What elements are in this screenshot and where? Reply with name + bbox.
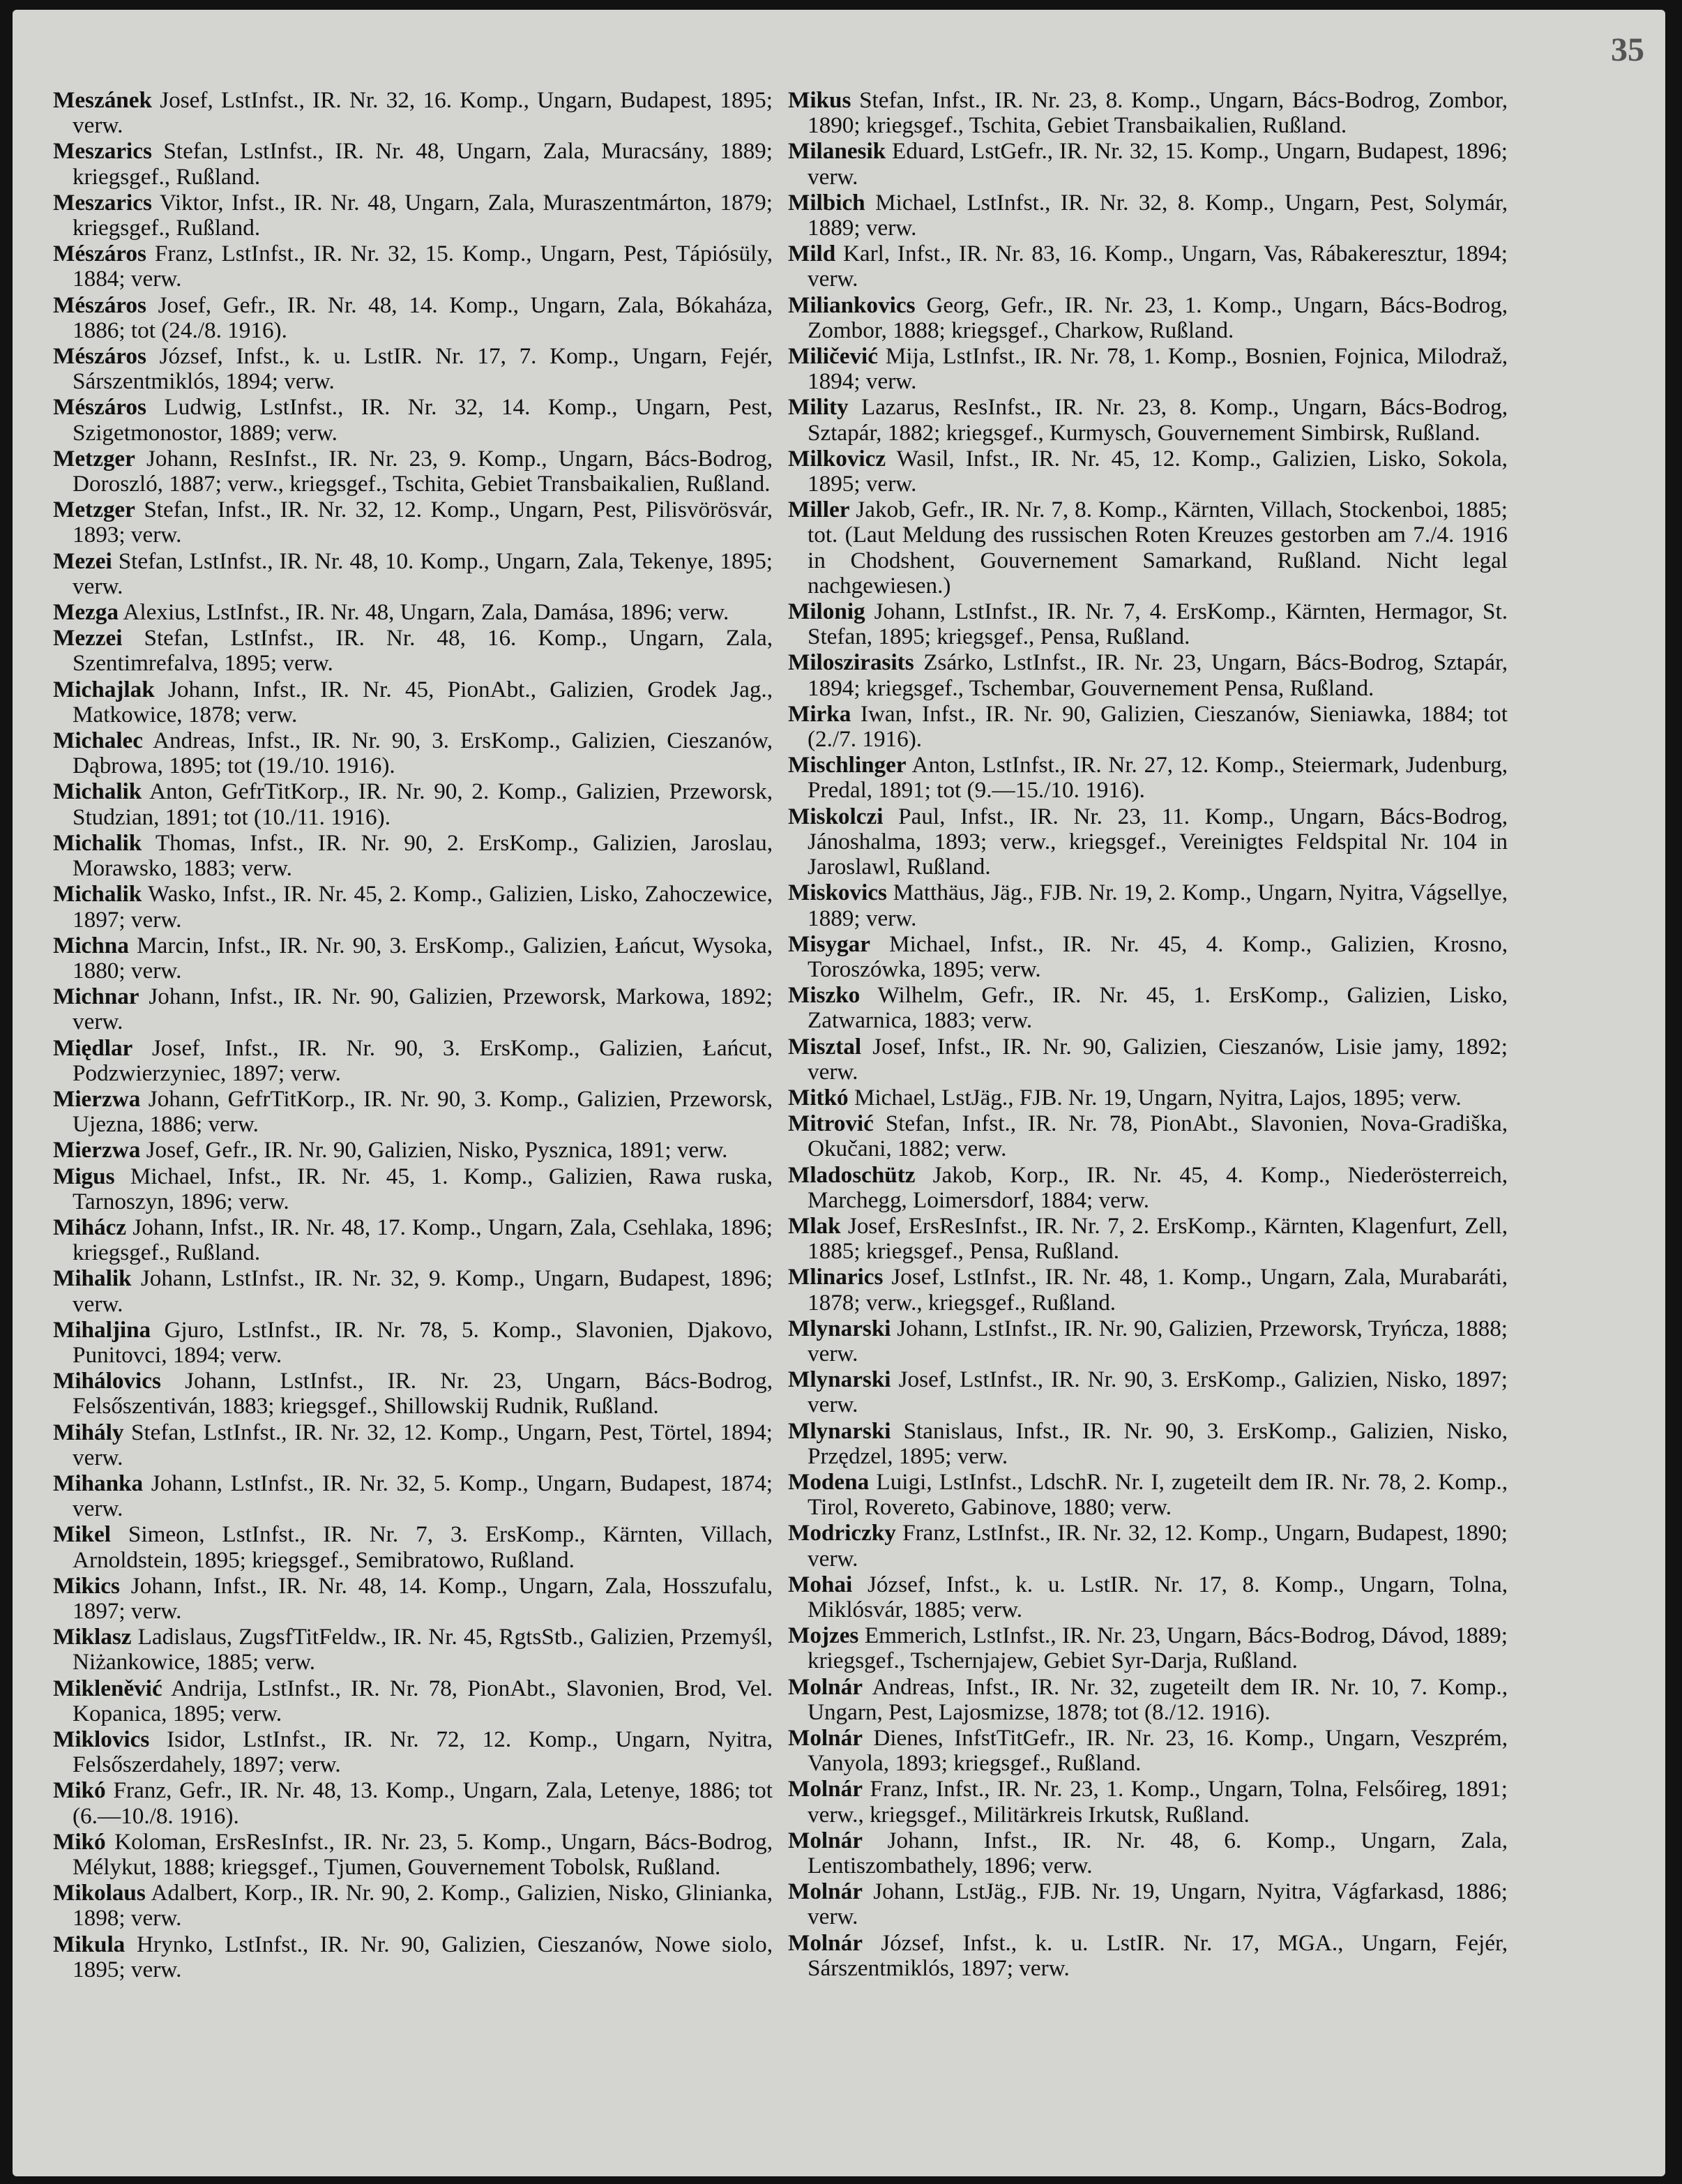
entry-details: Viktor, Infst., IR. Nr. 48, Ungarn, Zala, Muraszentmárton, 1879; kriegsgef., Rußland.: [73, 189, 773, 241]
entry-surname: Mikolaus: [53, 1880, 146, 1906]
entry-details: Alexius, LstInfst., IR. Nr. 48, Ungarn, Zala, Damása, 1896; verw.: [123, 599, 729, 626]
casualty-entry: [53, 626, 773, 676]
entry-surname: Mild: [788, 241, 836, 267]
casualty-entry: [53, 1676, 773, 1726]
casualty-entry: [788, 446, 1508, 497]
casualty-entry: [53, 1164, 773, 1214]
casualty-entry: [788, 1085, 1508, 1110]
entry-details: Stefan, LstInfst., IR. Nr. 48, 16. Komp., Ungarn, Zala, Szentimrefalva, 1895; verw.: [73, 625, 773, 677]
entry-details: Josef, Infst., IR. Nr. 90, 3. ErsKomp., Galizien, Łańcut, Podzwierzyniec, 1897; verw.: [73, 1034, 773, 1086]
entry-surname: Mility: [788, 394, 849, 421]
entry-details: Johann, LstInfst., IR. Nr. 32, 5. Komp., Ungarn, Budapest, 1874; verw.: [73, 1470, 773, 1522]
entry-details: Franz, Gefr., IR. Nr. 48, 13. Komp., Ungarn, Zala, Letenye, 1886; tot (6.—10./8. 1916).: [73, 1777, 773, 1829]
casualty-entry: [788, 804, 1508, 880]
entry-details: Johann, GefrTitKorp., IR. Nr. 90, 3. Komp., Galizien, Przeworsk, Ujezna, 1886; verw.: [73, 1085, 773, 1138]
entry-surname: Molnár: [788, 1776, 863, 1802]
entry-surname: Molnár: [788, 1725, 863, 1751]
entry-surname: Michnar: [53, 984, 139, 1010]
entry-surname: Michalik: [53, 829, 142, 856]
casualty-entry: [788, 1931, 1508, 1981]
entry-surname: Mikula: [53, 1931, 126, 1957]
casualty-entry: [53, 88, 773, 138]
casualty-entry: [788, 1623, 1508, 1673]
entry-surname: Molnár: [788, 1827, 863, 1853]
entry-details: Lazarus, ResInfst., IR. Nr. 23, 8. Komp., Ungarn, Bács-Bodrog, Sztapár, 1882; kriegsgef., Kurmysch, Gouvernement Simbirsk, Rußland.: [808, 394, 1508, 446]
casualty-entry: [53, 344, 773, 394]
casualty-entry: [53, 882, 773, 932]
entry-details: József, Infst., k. u. LstIR. Nr. 17, MGA., Ungarn, Fejér, Sárszentmiklós, 1897; verw.: [808, 1929, 1508, 1981]
entry-surname: Mikó: [53, 1777, 106, 1804]
casualty-entry: [53, 1036, 773, 1086]
casualty-entry: [53, 446, 773, 497]
entry-surname: Migus: [53, 1163, 115, 1189]
casualty-entry: [788, 753, 1508, 803]
entry-details: Johann, LstInfst., IR. Nr. 23, Ungarn, Bács-Bodrog, Felsőszentiván, 1883; kriegsgef., Shillowskij Rudnik, Rußland.: [73, 1368, 773, 1419]
casualty-entry: [788, 1163, 1508, 1213]
casualty-entry: [53, 1369, 773, 1419]
entry-details: Stefan, Infst., IR. Nr. 32, 12. Komp., Ungarn, Pest, Pilisvörösvár, 1893; verw.: [73, 497, 773, 548]
entry-details: Wasko, Infst., IR. Nr. 45, 2. Komp., Galizien, Lisko, Zahoczewice, 1897; verw.: [73, 881, 773, 933]
entry-surname: Meszarics: [53, 189, 152, 216]
entry-surname: Mezga: [53, 599, 119, 626]
entry-details: Emmerich, LstInfst., IR. Nr. 23, Ungarn, Bács-Bodrog, Dávod, 1889; kriegsgef., Tschernjajew, Gebiet Syr-Darja, Rußland.: [808, 1622, 1508, 1674]
entry-details: Michael, LstInfst., IR. Nr. 32, 8. Komp., Ungarn, Pest, Solymár, 1889; verw.: [808, 189, 1508, 241]
casualty-entry: [53, 241, 773, 292]
entry-details: Karl, Infst., IR. Nr. 83, 16. Komp., Ungarn, Vas, Rábakeresztur, 1894; verw.: [808, 241, 1508, 292]
entry-surname: Mikus: [788, 87, 851, 113]
entry-details: Johann, LstJäg., FJB. Nr. 19, Ungarn, Nyitra, Vágfarkasd, 1886; verw.: [808, 1878, 1508, 1930]
casualty-entry: [53, 293, 773, 343]
casualty-entry: [788, 1214, 1508, 1264]
casualty-entry: [788, 1777, 1508, 1827]
entry-details: Johann, Infst., IR. Nr. 48, 6. Komp., Ungarn, Zala, Lentiszombathely, 1896; verw.: [808, 1827, 1508, 1879]
entry-surname: Mihalik: [53, 1265, 132, 1292]
entry-details: Josef, ErsResInfst., IR. Nr. 7, 2. ErsKomp., Kärnten, Klagenfurt, Zell, 1885; kriegsgef., Pensa, Rußland.: [808, 1212, 1508, 1265]
entry-details: Stefan, Infst., IR. Nr. 23, 8. Komp., Ungarn, Bács-Bodrog, Zombor, 1890; kriegsgef., Tschita, Gebiet Transbaikalien, Rußland.: [808, 87, 1508, 139]
casualty-entry: [788, 983, 1508, 1033]
entry-surname: Mlak: [788, 1212, 841, 1239]
casualty-entry: [53, 190, 773, 241]
page-number: 35: [1611, 31, 1644, 68]
casualty-entry: [53, 139, 773, 189]
entry-surname: Mihaljina: [53, 1316, 151, 1343]
entry-surname: Michalik: [53, 881, 142, 908]
entry-surname: Mlinarics: [788, 1264, 884, 1290]
casualty-entry: [788, 1265, 1508, 1315]
casualty-entry: [53, 1138, 773, 1163]
entry-details: Josef, Gefr., IR. Nr. 90, Galizien, Nisko, Pysznica, 1891; verw.: [146, 1137, 728, 1163]
entry-surname: Mikó: [53, 1828, 106, 1855]
entry-details: Johann, Infst., IR. Nr. 90, Galizien, Przeworsk, Markowa, 1892; verw.: [73, 984, 773, 1035]
casualty-entry: [53, 497, 773, 548]
entry-surname: Michna: [53, 932, 129, 958]
entry-details: Andreas, Infst., IR. Nr. 32, zugeteilt dem IR. Nr. 10, 7. Komp., Ungarn, Pest, Lajosmizse, 1878; tot (8./12. 1916).: [808, 1673, 1508, 1725]
casualty-entry: [53, 1471, 773, 1521]
casualty-entry: [53, 1087, 773, 1137]
entry-details: Michael, Infst., IR. Nr. 45, 4. Komp., Galizien, Krosno, Toroszówka, 1895; verw.: [808, 931, 1508, 982]
entry-details: Anton, LstInfst., IR. Nr. 27, 12. Komp., Steiermark, Judenburg, Predal, 1891; tot (9.—15./10. 1916).: [808, 752, 1508, 804]
casualty-entry: [788, 241, 1508, 292]
right-column: [788, 88, 1508, 1982]
casualty-entry: [53, 1215, 773, 1265]
casualty-entry: [53, 984, 773, 1034]
entry-details: József, Infst., k. u. LstIR. Nr. 17, 7. Komp., Ungarn, Fejér, Sárszentmiklós, 1894; verw.: [73, 343, 773, 395]
entry-details: Franz, LstInfst., IR. Nr. 32, 15. Komp., Ungarn, Pest, Tápiósüly, 1884; verw.: [73, 241, 773, 292]
entry-details: Stanislaus, Infst., IR. Nr. 90, 3. ErsKomp., Galizien, Nisko, Przędzel, 1895; verw.: [808, 1417, 1508, 1469]
entry-surname: Mikleněvić: [53, 1675, 162, 1701]
entry-surname: Mihály: [53, 1419, 124, 1445]
entry-details: Johann, LstInfst., IR. Nr. 7, 4. ErsKomp., Kärnten, Hermagor, St. Stefan, 1895; kriegsgef., Pensa, Rußland.: [808, 598, 1508, 650]
entry-details: Josef, Gefr., IR. Nr. 48, 14. Komp., Ungarn, Zala, Bókaháza, 1886; tot (24./8. 1916).: [73, 292, 773, 343]
entry-details: Thomas, Infst., IR. Nr. 90, 2. ErsKomp., Galizien, Jaroslau, Morawsko, 1883; verw.: [73, 829, 773, 882]
casualty-entry: [53, 1727, 773, 1777]
casualty-entry: [788, 1034, 1508, 1085]
entry-surname: Mitkó: [788, 1084, 849, 1110]
document-page: [13, 10, 1665, 2176]
entry-details: Franz, Infst., IR. Nr. 23, 1. Komp., Ungarn, Tolna, Felsőireg, 1891; verw., kriegsgef., Militärkreis Irkutsk, Rußland.: [808, 1776, 1508, 1828]
casualty-entry: [788, 190, 1508, 241]
entry-surname: Miklasz: [53, 1624, 132, 1650]
entry-surname: Mierzwa: [53, 1085, 141, 1112]
entry-surname: Mikel: [53, 1521, 111, 1548]
entry-details: Josef, Infst., IR. Nr. 90, Galizien, Cieszanów, Lisie jamy, 1892; verw.: [808, 1033, 1508, 1085]
entry-details: Hrynko, LstInfst., IR. Nr. 90, Galizien, Cieszanów, Nowe siolo, 1895; verw.: [73, 1931, 773, 1982]
casualty-entry: [788, 880, 1508, 931]
casualty-entry: [53, 677, 773, 728]
entry-surname: Miličević: [788, 343, 878, 370]
entry-surname: Misztal: [788, 1033, 862, 1060]
entry-details: Marcin, Infst., IR. Nr. 90, 3. ErsKomp., Galizien, Łańcut, Wysoka, 1880; verw.: [73, 932, 773, 984]
entry-surname: Metzger: [53, 497, 135, 523]
entry-surname: Milbich: [788, 189, 865, 216]
casualty-entry: [53, 728, 773, 778]
casualty-entry: [788, 139, 1508, 189]
entry-surname: Milonig: [788, 598, 865, 625]
entry-surname: Modena: [788, 1468, 870, 1495]
entry-details: Josef, LstInfst., IR. Nr. 90, 3. ErsKomp., Galizien, Nisko, 1897; verw.: [808, 1366, 1508, 1418]
entry-details: Josef, LstInfst., IR. Nr. 48, 1. Komp., Ungarn, Zala, Murabaráti, 1878; verw., kriegsgef., Rußland.: [808, 1264, 1508, 1316]
casualty-entry: [788, 88, 1508, 138]
entry-details: Georg, Gefr., IR. Nr. 23, 1. Komp., Ungarn, Bács-Bodrog, Zombor, 1888; kriegsgef., Charkow, Rußland.: [808, 292, 1508, 343]
entry-surname: Mihácz: [53, 1214, 127, 1240]
entry-surname: Mezzei: [53, 625, 123, 652]
entry-surname: Mihálovics: [53, 1368, 161, 1394]
casualty-entry: [788, 1367, 1508, 1417]
casualty-entry: [53, 395, 773, 445]
casualty-entry: [788, 650, 1508, 700]
entry-details: Johann, Infst., IR. Nr. 48, 17. Komp., Ungarn, Zala, Csehlaka, 1896; kriegsgef., Rußland.: [73, 1214, 773, 1266]
casualty-entry: [788, 599, 1508, 649]
casualty-entry: [53, 1266, 773, 1316]
entry-details: Andrija, LstInfst., IR. Nr. 78, PionAbt., Slavonien, Brod, Vel. Kopanica, 1895; verw.: [73, 1675, 773, 1726]
casualty-entry: [53, 933, 773, 984]
entry-surname: Mezei: [53, 548, 112, 574]
casualty-entry: [53, 1625, 773, 1675]
entry-surname: Michalec: [53, 728, 144, 754]
entry-surname: Mlynarski: [788, 1417, 891, 1444]
entry-surname: Miller: [788, 497, 850, 523]
entry-details: Josef, LstInfst., IR. Nr. 32, 16. Komp., Ungarn, Budapest, 1895; verw.: [73, 87, 773, 139]
casualty-entry: [788, 1470, 1508, 1520]
entry-details: Jakob, Gefr., IR. Nr. 7, 8. Komp., Kärnten, Villach, Stockenboi, 1885; tot. (Laut Meldung des russischen Roten Kreuzes gestorben am 7./4. 1916 in Chodshent, Gouvernement Samarkand, Rußland. Nicht legal nachgewiesen.): [808, 497, 1508, 598]
casualty-entry: [788, 1828, 1508, 1878]
entry-details: Matthäus, Jäg., FJB. Nr. 19, 2. Komp., Ungarn, Nyitra, Vágsellye, 1889; verw.: [808, 880, 1508, 931]
entry-details: Johann, ResInfst., IR. Nr. 23, 9. Komp., Ungarn, Bács-Bodrog, Doroszló, 1887; verw., kriegsgef., Tschita, Gebiet Transbaikalien, Rußland.: [73, 445, 773, 497]
entry-surname: Mészáros: [53, 292, 146, 318]
entry-surname: Miklovics: [53, 1726, 150, 1752]
entry-details: Gjuro, LstInfst., IR. Nr. 78, 5. Komp., Slavonien, Djakovo, Punitovci, 1894; verw.: [73, 1316, 773, 1368]
entry-surname: Mirka: [788, 700, 851, 727]
entry-surname: Mierzwa: [53, 1137, 141, 1163]
casualty-entry: [788, 395, 1508, 445]
entry-details: Koloman, ErsResInfst., IR. Nr. 23, 5. Komp., Ungarn, Bács-Bodrog, Mélykut, 1888; kriegsgef., Tjumen, Gouvernement Tobolsk, Rußland.: [73, 1828, 773, 1881]
entry-surname: Modriczky: [788, 1520, 896, 1546]
entry-details: Stefan, LstInfst., IR. Nr. 32, 12. Komp., Ungarn, Pest, Törtel, 1894; verw.: [73, 1419, 773, 1470]
entry-surname: Miliankovics: [788, 292, 916, 318]
entry-surname: Mladoschütz: [788, 1161, 916, 1188]
entry-details: Stefan, LstInfst., IR. Nr. 48, Ungarn, Zala, Muracsány, 1889; kriegsgef., Rußland.: [73, 138, 773, 190]
entry-details: Adalbert, Korp., IR. Nr. 90, 2. Komp., Galizien, Nisko, Glinianka, 1898; verw.: [73, 1880, 773, 1931]
casualty-entry: [53, 1420, 773, 1470]
entry-surname: Mlynarski: [788, 1315, 891, 1341]
entry-surname: Mischlinger: [788, 752, 907, 778]
casualty-entry: [788, 497, 1508, 598]
casualty-entry: [788, 1316, 1508, 1366]
entry-surname: Międlar: [53, 1034, 133, 1061]
entry-surname: Molnár: [788, 1878, 863, 1905]
casualty-entry: [788, 1572, 1508, 1622]
entry-details: Stefan, LstInfst., IR. Nr. 48, 10. Komp., Ungarn, Zala, Tekenye, 1895; verw.: [73, 548, 773, 599]
entry-surname: Misygar: [788, 931, 870, 957]
casualty-entry: [53, 1318, 773, 1368]
casualty-entry: [53, 1522, 773, 1572]
entry-surname: Molnár: [788, 1929, 863, 1956]
entry-surname: Michalik: [53, 778, 142, 805]
entry-details: Eduard, LstGefr., IR. Nr. 32, 15. Komp., Ungarn, Budapest, 1896; verw.: [808, 138, 1508, 190]
entry-details: Isidor, LstInfst., IR. Nr. 72, 12. Komp., Ungarn, Nyitra, Felsőszerdahely, 1897; verw.: [73, 1726, 773, 1778]
casualty-entry: [53, 779, 773, 829]
entry-surname: Mlynarski: [788, 1366, 891, 1393]
entry-details: Michael, LstJäg., FJB. Nr. 19, Ungarn, Nyitra, Lajos, 1895; verw.: [854, 1084, 1462, 1110]
entry-details: Jakob, Korp., IR. Nr. 45, 4. Komp., Niederösterreich, Marchegg, Loimersdorf, 1884; verw.: [808, 1161, 1508, 1213]
casualty-entry: [788, 1111, 1508, 1161]
entry-details: Simeon, LstInfst., IR. Nr. 7, 3. ErsKomp., Kärnten, Villach, Arnoldstein, 1895; kriegsgef., Semibratowo, Rußland.: [73, 1521, 773, 1573]
entry-surname: Mészáros: [53, 394, 146, 421]
casualty-entry: [53, 1574, 773, 1624]
entry-surname: Michajlak: [53, 676, 155, 702]
entry-surname: Miloszirasits: [788, 649, 914, 676]
casualty-entry: [53, 831, 773, 881]
entry-surname: Miskolczi: [788, 803, 884, 829]
entry-details: Johann, LstInfst., IR. Nr. 32, 9. Komp., Ungarn, Budapest, 1896; verw.: [73, 1265, 773, 1317]
entry-details: Johann, Infst., IR. Nr. 48, 14. Komp., Ungarn, Zala, Hosszufalu, 1897; verw.: [73, 1572, 773, 1624]
casualty-entry: [53, 1830, 773, 1880]
casualty-entry: [788, 344, 1508, 394]
entry-surname: Milkovicz: [788, 445, 886, 472]
entry-details: Andreas, Infst., IR. Nr. 90, 3. ErsKomp., Galizien, Cieszanów, Dąbrowa, 1895; tot (19./10. 1916).: [73, 728, 773, 779]
entry-details: József, Infst., k. u. LstIR. Nr. 17, 8. Komp., Ungarn, Tolna, Miklósvár, 1885; verw.: [808, 1571, 1508, 1622]
entry-surname: Mohai: [788, 1571, 853, 1597]
entry-details: Ladislaus, ZugsfTitFeldw., IR. Nr. 45, RgtsStb., Galizien, Przemyśl, Niżankowice, 1885; verw.: [73, 1624, 773, 1675]
casualty-entry: [53, 1881, 773, 1931]
entry-details: Anton, GefrTitKorp., IR. Nr. 90, 2. Komp., Galizien, Przeworsk, Studzian, 1891; tot (10./11. 1916).: [73, 778, 773, 830]
casualty-entry: [788, 1521, 1508, 1571]
left-column: [53, 88, 773, 1983]
casualty-entry: [53, 1778, 773, 1828]
entry-details: Stefan, Infst., IR. Nr. 78, PionAbt., Slavonien, Nova-Gradiška, Okučani, 1882; verw.: [808, 1110, 1508, 1162]
entry-surname: Milanesik: [788, 138, 886, 165]
entry-surname: Miszko: [788, 982, 861, 1009]
entry-surname: Mojzes: [788, 1622, 859, 1649]
entry-details: Iwan, Infst., IR. Nr. 90, Galizien, Cieszanów, Sieniawka, 1884; tot (2./7. 1916).: [808, 700, 1508, 753]
casualty-entry: [788, 1879, 1508, 1929]
entry-details: Michael, Infst., IR. Nr. 45, 1. Komp., Galizien, Rawa ruska, Tarnoszyn, 1896; verw.: [73, 1163, 773, 1214]
entry-details: Zsárko, LstInfst., IR. Nr. 23, Ungarn, Bács-Bodrog, Sztapár, 1894; kriegsgef., Tschembar, Gouvernement Pensa, Rußland.: [808, 649, 1508, 701]
casualty-entry: [788, 1726, 1508, 1776]
casualty-entry: [788, 1419, 1508, 1469]
entry-surname: Mikics: [53, 1572, 120, 1599]
entry-details: Wasil, Infst., IR. Nr. 45, 12. Komp., Galizien, Lisko, Sokola, 1895; verw.: [808, 445, 1508, 497]
entry-details: Johann, LstInfst., IR. Nr. 90, Galizien, Przeworsk, Tryńcza, 1888; verw.: [808, 1315, 1508, 1366]
casualty-entry: [53, 1932, 773, 1982]
entry-surname: Mészáros: [53, 343, 146, 370]
entry-surname: Miskovics: [788, 880, 887, 906]
entry-details: Wilhelm, Gefr., IR. Nr. 45, 1. ErsKomp., Galizien, Lisko, Zatwarnica, 1883; verw.: [808, 982, 1508, 1034]
entry-surname: Metzger: [53, 445, 135, 472]
casualty-entry: [788, 932, 1508, 982]
entry-details: Dienes, InfstTitGefr., IR. Nr. 23, 16. Komp., Ungarn, Veszprém, Vanyola, 1893; kriegsgef., Rußland.: [808, 1725, 1508, 1777]
entry-surname: Meszánek: [53, 87, 152, 113]
entry-details: Mija, LstInfst., IR. Nr. 78, 1. Komp., Bosnien, Fojnica, Milodraž, 1894; verw.: [808, 343, 1508, 395]
entry-details: Franz, LstInfst., IR. Nr. 32, 12. Komp., Ungarn, Budapest, 1890; verw.: [808, 1520, 1508, 1572]
entry-surname: Mészáros: [53, 241, 146, 267]
entry-details: Johann, Infst., IR. Nr. 45, PionAbt., Galizien, Grodek Jag., Matkowice, 1878; verw.: [73, 676, 773, 728]
casualty-entry: [53, 600, 773, 625]
casualty-entry: [788, 1675, 1508, 1725]
entry-details: Ludwig, LstInfst., IR. Nr. 32, 14. Komp., Ungarn, Pest, Szigetmonostor, 1889; verw.: [73, 394, 773, 446]
entry-surname: Mitrović: [788, 1110, 874, 1137]
casualty-entry: [53, 549, 773, 599]
casualty-entry: [788, 293, 1508, 343]
entry-surname: Meszarics: [53, 138, 152, 165]
entry-details: Paul, Infst., IR. Nr. 23, 11. Komp., Ungarn, Bács-Bodrog, Jánoshalma, 1893; verw., kriegsgef., Vereinigtes Feldspital Nr. 104 in Jaroslawl, Rußland.: [808, 803, 1508, 880]
casualty-entry: [788, 702, 1508, 752]
entry-details: Luigi, LstInfst., LdschR. Nr. I, zugeteilt dem IR. Nr. 78, 2. Komp., Tirol, Rovereto, Gabinove, 1880; verw.: [808, 1468, 1508, 1521]
entry-surname: Mihanka: [53, 1470, 144, 1496]
entry-surname: Molnár: [788, 1673, 863, 1700]
